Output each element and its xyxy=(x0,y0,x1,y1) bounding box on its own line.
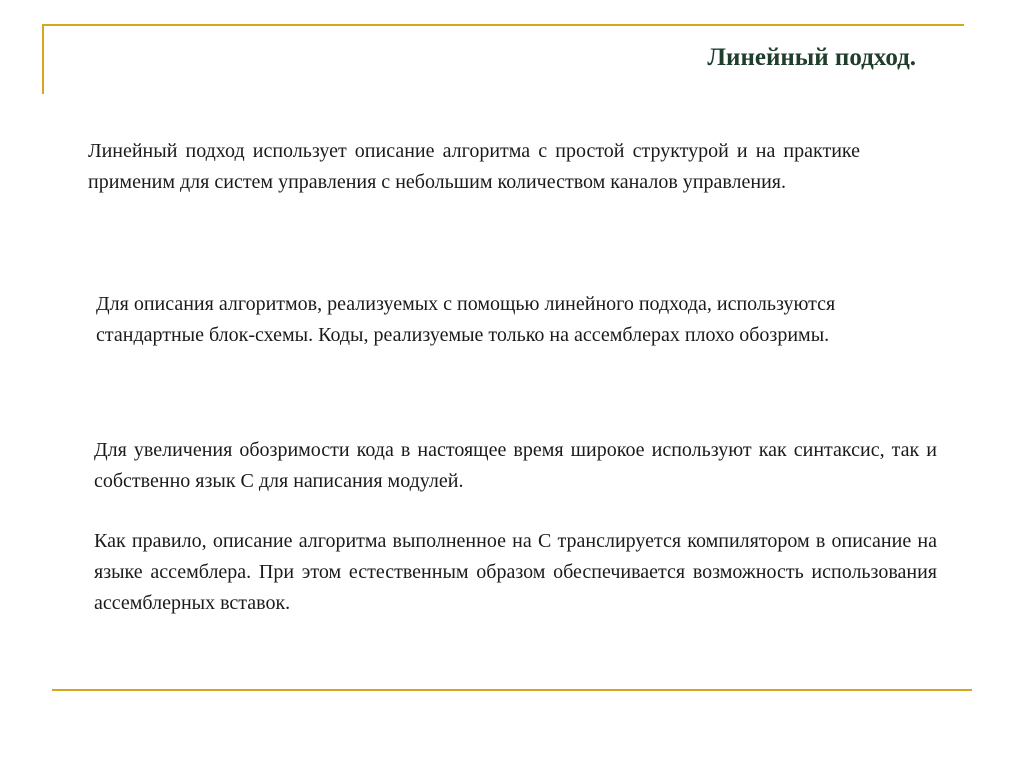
paragraph-compiler-translation: Как правило, описание алгоритма выполненное на С транслируется компилятором в описание на языке ассемблера. При этом естественным образом обеспечивается возможность использования ассемблерных вставок. xyxy=(94,530,937,614)
slide-title: Линейный подход. xyxy=(707,44,916,71)
paragraph-linear-approach: Линейный подход использует описание алгоритма с простой структурой и на практике применим для систем управления с небольшим количеством каналов управления. xyxy=(88,140,860,193)
frame-bottom-line xyxy=(52,689,972,691)
frame-left-line xyxy=(42,24,44,94)
paragraph-flowcharts: Для описания алгоритмов, реализуемых с помощью линейного подхода, используются стандартные блок-схемы. Коды, реализуемые только на ассемблерах плохо обозримы. xyxy=(96,293,836,346)
frame-top-line xyxy=(42,24,964,26)
paragraph-c-language: Для увеличения обозримости кода в настоящее время широкое используют как синтаксис, так и собственно язык С для написания модулей. xyxy=(94,439,937,492)
